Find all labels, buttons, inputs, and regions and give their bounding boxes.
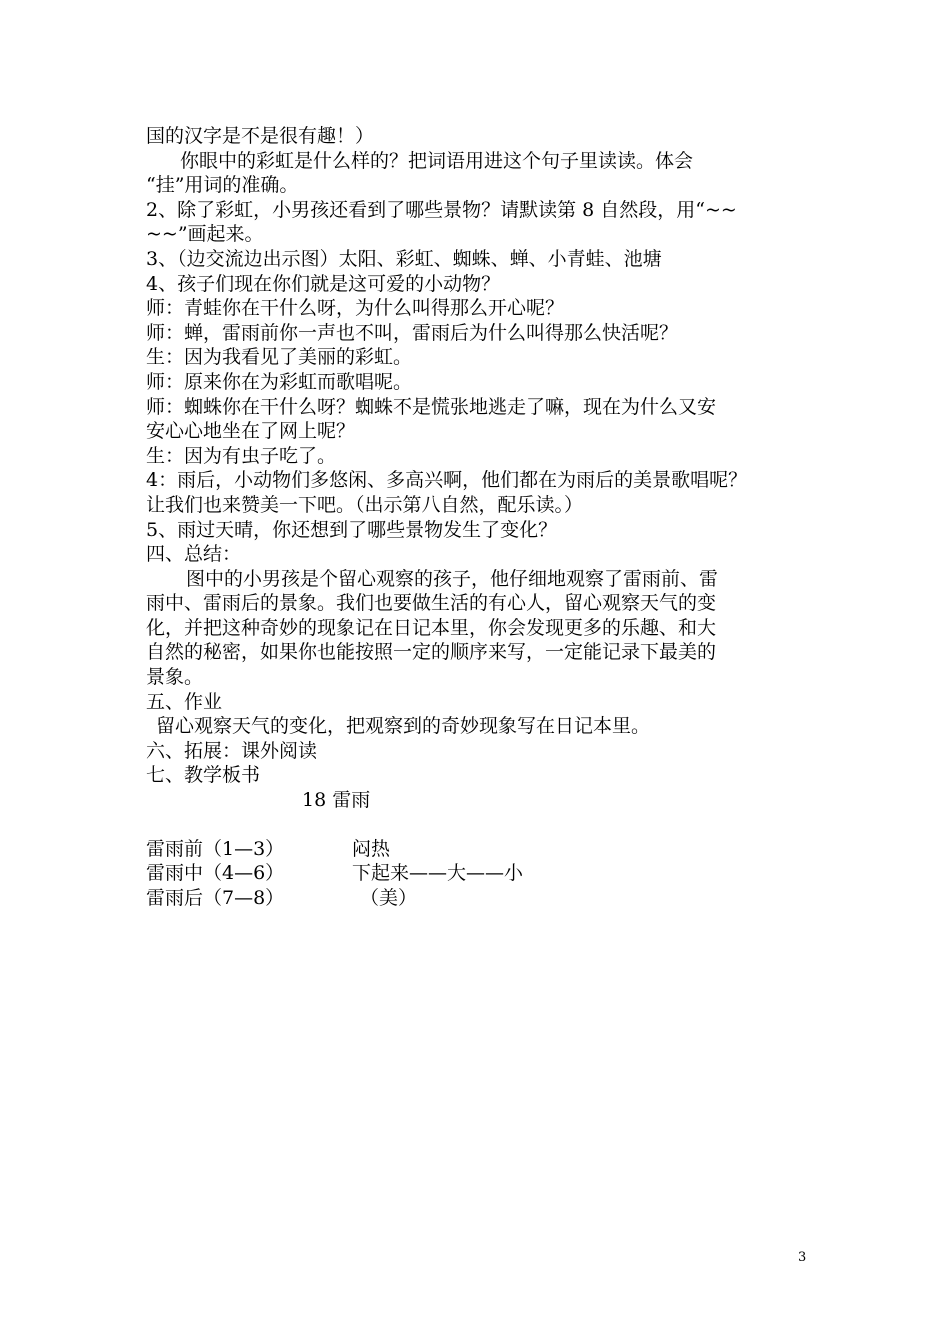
board-row-label: 雷雨前（1—3）	[146, 837, 285, 860]
text-line: 让我们也来赞美一下吧。（出示第八自然，配乐读。）	[146, 493, 584, 516]
text-line: 国的汉字是不是很有趣！）	[146, 125, 375, 147]
section-heading: 七、教学板书	[146, 764, 261, 787]
text-line: ~~”画起来。	[146, 223, 264, 246]
board-row-value: 闷热	[352, 837, 391, 860]
section-heading: 六、拓展：课外阅读	[146, 739, 318, 762]
text-line: 生：因为有虫子吃了。	[146, 444, 337, 467]
text-line: 安心心地坐在了网上呢？	[146, 420, 356, 443]
text-line: 2、除了彩虹，小男孩还看到了哪些景物？请默读第 8 自然段，用“~~	[146, 198, 737, 221]
text-line: 师：原来你在为彩虹而歌唱呢。	[146, 370, 413, 393]
board-title: 18 雷雨	[302, 789, 371, 812]
text-line: 4：雨后，小动物们多悠闲、多高兴啊，他们都在为雨后的美景歌唱呢？	[146, 469, 748, 492]
board-row	[146, 861, 826, 886]
board-row	[146, 886, 826, 911]
text-line: 你眼中的彩虹是什么样的？把词语用进这个句子里读读。体会	[180, 149, 694, 172]
text-line: 自然的秘密，如果你也能按照一定的顺序来写，一定能记录下最美的	[146, 641, 717, 664]
document-body	[146, 124, 826, 910]
text-line: 师：青蛙你在干什么呀，为什么叫得那么开心呢？	[146, 297, 565, 320]
text-line: 5、雨过天晴，你还想到了哪些景物发生了变化？	[146, 518, 558, 541]
section-heading: 四、总结：	[146, 543, 242, 566]
text-line: 3、（边交流边出示图）太阳、彩虹、蜘蛛、蝉、小青蛙、池塘	[146, 247, 662, 270]
text-line: “挂”用词的准确。	[146, 174, 299, 197]
page-number: 3	[798, 1250, 807, 1265]
board-row-label: 雷雨后（7—8）	[146, 886, 285, 909]
board-row-value: （美）	[360, 886, 418, 909]
text-line: 师：蜘蛛你在干什么呀？蜘蛛不是慌张地逃走了嘛，现在为什么又安	[146, 395, 717, 418]
text-line: 化，并把这种奇妙的现象记在日记本里，你会发现更多的乐趣、和大	[146, 616, 717, 639]
section-heading: 五、作业	[146, 690, 223, 713]
text-line: 雨中、雷雨后的景象。我们也要做生活的有心人，留心观察天气的变	[146, 592, 717, 615]
text-line: 留心观察天气的变化，把观察到的奇妙现象写在日记本里。	[156, 715, 651, 738]
text-line: 师：蝉，雷雨前你一声也不叫，雷雨后为什么叫得那么快活呢？	[146, 321, 679, 344]
text-line: 景象。	[146, 666, 204, 689]
text-line: 4、孩子们现在你们就是这可爱的小动物？	[146, 272, 501, 295]
text-line: 图中的小男孩是个留心观察的孩子，他仔细地观察了雷雨前、雷	[186, 567, 719, 590]
text-line: 生：因为我看见了美丽的彩虹。	[146, 346, 413, 369]
board-row-value: 下起来——大——小	[352, 862, 524, 885]
board-row-label: 雷雨中（4—6）	[146, 862, 285, 885]
board-row	[146, 837, 826, 862]
